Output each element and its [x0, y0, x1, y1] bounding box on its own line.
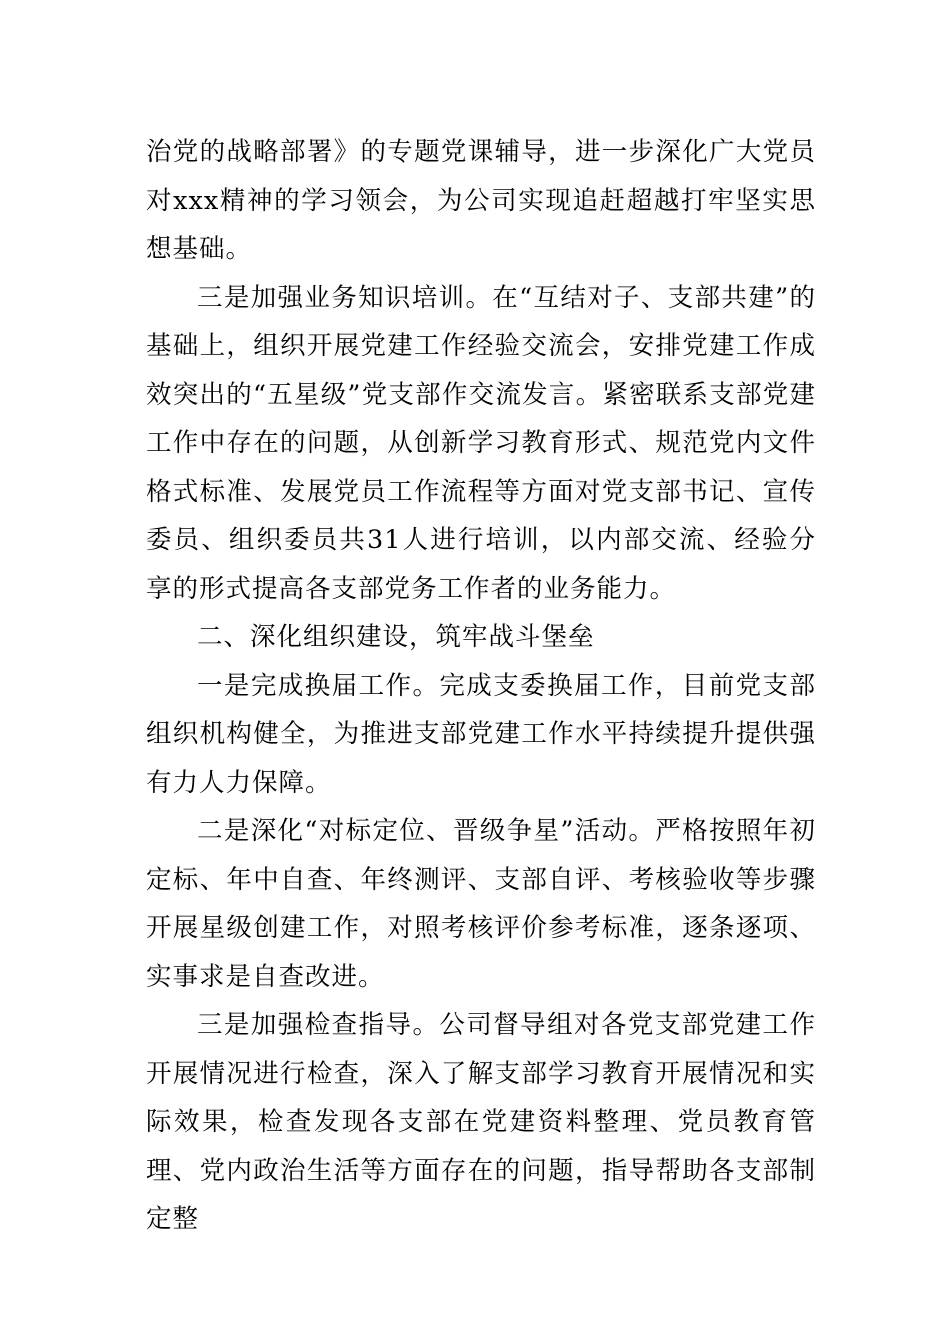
paragraph-star-activity: 二是深化“对标定位、晋级争星”活动。严格按照年初定标、年中自查、年终测评、支部自评、考核验收等步骤开展星级创建工作，对照考核评价参考标准，逐条逐项、实事求是自查改进。	[146, 816, 816, 992]
document-body	[146, 128, 816, 1244]
paragraph-inspection: 三是加强检查指导。公司督导组对各党支部党建工作开展情况进行检查，深入了解支部学习教育开展情况和实际效果，检查发现各支部在党建资料整理、党员教育管理、党内政治生活等方面存在的问题，指导帮助各支部制定整	[146, 1010, 816, 1234]
paragraph-business-training: 三是加强业务知识培训。在“互结对子、支部共建”的基础上，组织开展党建工作经验交流会，安排党建工作成效突出的“五星级”党支部作交流发言。紧密联系支部党建工作中存在的问题，从创新学习教育形式、规范党内文件格式标准、发展党员工作流程等方面对党支部书记、宣传委员、组织委员共31人进行培训，以内部交流、经验分享的形式提高各支部党务工作者的业务能力。	[146, 282, 816, 604]
paragraph-reelection: 一是完成换届工作。完成支委换届工作，目前党支部组织机构健全，为推进支部党建工作水平持续提升提供强有力人力保障。	[146, 670, 816, 798]
section-heading-organization: 二、深化组织建设，筑牢战斗堡垒	[197, 622, 595, 652]
paragraph-continuation: 治党的战略部署》的专题党课辅导，进一步深化广大党员对xxx精神的学习领会，为公司实现追赶超越打牢坚实思想基础。	[146, 137, 816, 264]
